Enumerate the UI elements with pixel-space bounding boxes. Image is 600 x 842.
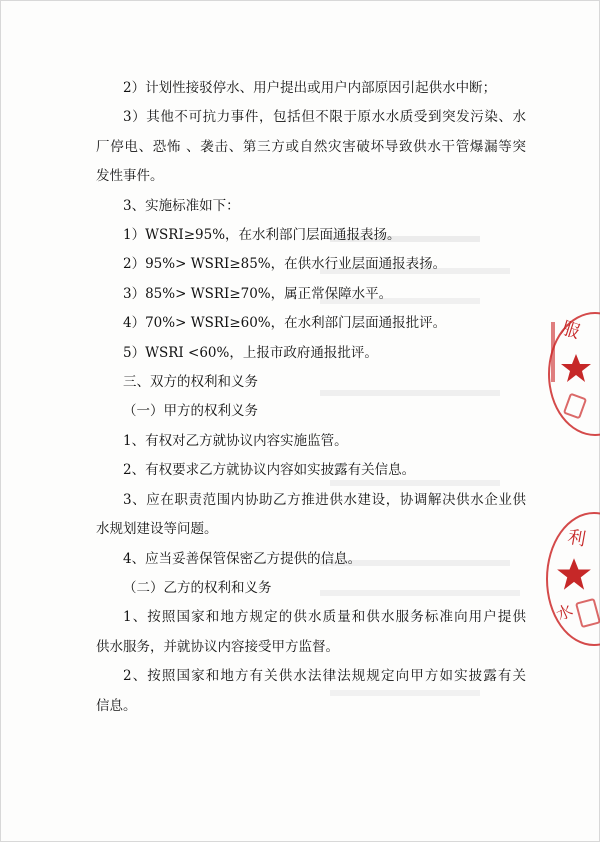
subsection-heading: （一）甲方的权利义务 [123, 403, 258, 420]
text-line: 1）WSRI≥95%，在水利部门层面通报表扬。 [123, 227, 401, 244]
text-line: 1、按照国家和地方规定的供水质量和供水服务标准向用户提供 [123, 609, 526, 626]
seal-character: 水 [553, 600, 576, 625]
text-line: 供水服务，并就协议内容接受甲方监督。 [96, 638, 339, 655]
seal-character: 利 [566, 526, 588, 551]
text-line: 3、应在职责范围内协助乙方推进供水建设，协调解决供水企业供 [123, 491, 526, 508]
text-line: 3）其他不可抗力事件，包括但不限于原水水质受到突发污染、水 [123, 109, 526, 126]
seal-star-icon [556, 556, 592, 592]
text-line: 水规划建设等问题。 [96, 521, 218, 538]
text-line: 2、按照国家和地方有关供水法律法规规定向甲方如实披露有关 [123, 668, 526, 685]
text-line: 5）WSRI <60%，上报市政府通报批评。 [123, 344, 378, 361]
text-line: 2、有权要求乙方就协议内容如实披露有关信息。 [123, 462, 416, 479]
seal-star-icon [560, 352, 592, 384]
text-line: 2）95%> WSRI≥85%，在供水行业层面通报表扬。 [123, 256, 447, 273]
text-line: 1、有权对乙方就协议内容实施监管。 [123, 432, 348, 449]
text-line: 厂停电、恐怖 、袭击、第三方或自然灾害破坏导致供水干管爆漏等突 [96, 138, 526, 155]
text-line: 2）计划性接驳停水、用户提出或用户内部原因引起供水中断； [123, 80, 497, 96]
subsection-heading: （二）乙方的权利和义务 [123, 579, 272, 596]
text-line: 4）70%> WSRI≥60%，在水利部门层面通报批评。 [123, 315, 447, 332]
text-line: 3）85%> WSRI≥70%，属正常保障水平。 [123, 285, 393, 302]
section-heading: 三、双方的权利和义务 [123, 374, 258, 391]
text-line: 4、应当妥善保管保密乙方提供的信息。 [123, 550, 362, 567]
text-line: 信息。 [96, 697, 137, 714]
text-line: 3、实施标准如下： [123, 197, 240, 214]
document-body [96, 74, 526, 721]
text-line: 发性事件。 [96, 168, 164, 185]
seal-character: 服 [558, 317, 583, 344]
